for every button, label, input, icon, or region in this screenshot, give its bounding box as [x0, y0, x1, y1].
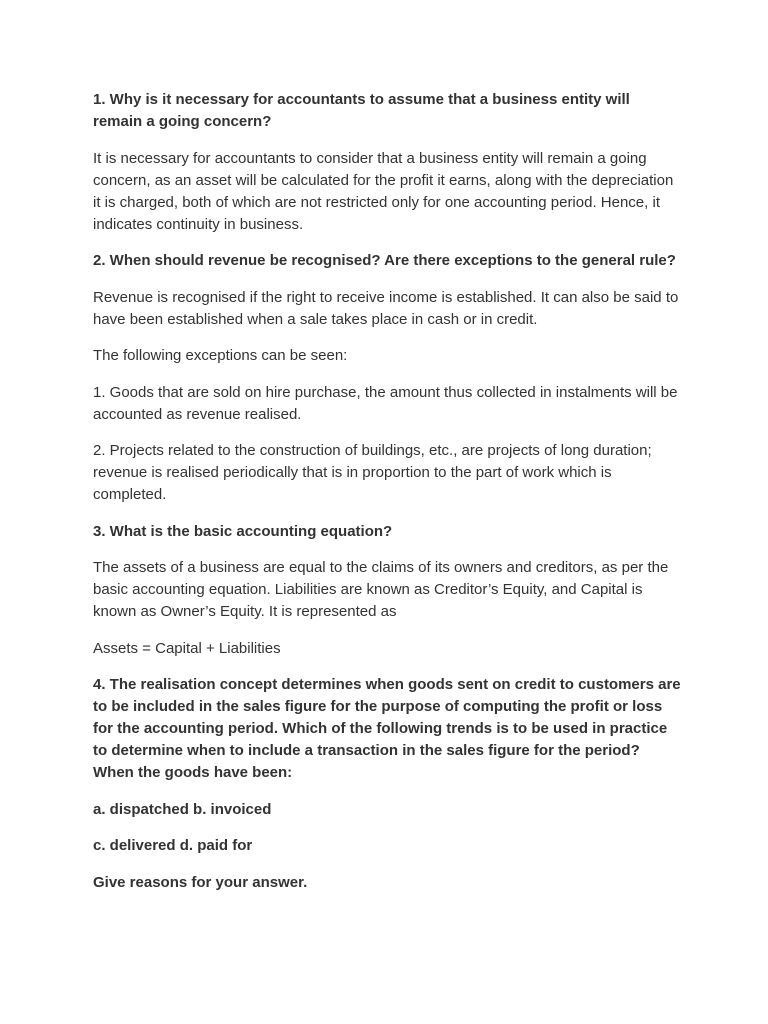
options-c-d: c. delivered d. paid for: [93, 837, 253, 854]
exception-2: 2. Projects related to the construction of buildings, etc., are projects of long duration; revenue is realised periodically that is in proportion to the part of work which is completed.: [93, 442, 652, 503]
accounting-equation: Assets = Capital + Liabilities: [93, 639, 281, 657]
answer-1: It is necessary for accountants to consider that a business entity will remain a going concern, as an asset will be calculated for the profit it earns, along with the depreciation it is charged, both of which are not restricted only for one accounting period. Hence, it indicates continuity in business.: [93, 149, 674, 233]
document-page: [93, 89, 683, 908]
reasons-prompt: Give reasons for your answer.: [93, 873, 308, 891]
question-2: 2. When should revenue be recognised? Are there exceptions to the general rule?: [93, 252, 676, 269]
options-a-b: a. dispatched b. invoiced: [93, 800, 272, 818]
exception-1: 1. Goods that are sold on hire purchase, the amount thus collected in instalments will be accounted as revenue realised.: [93, 383, 678, 423]
answer-2: Revenue is recognised if the right to receive income is established. It can also be said to have been established when a sale takes place in cash or in credit.: [93, 288, 679, 328]
question-4: 4. The realisation concept determines when goods sent on credit to customers are to be included in the sales figure for the purpose of computing the profit or loss for the accounting period. Which of the following trends is to be used in practice to determine when to include a transaction in the sales figure for the period? When the goods have been:: [93, 676, 681, 781]
question-1: 1. Why is it necessary for accountants to assume that a business entity will remain a going concern?: [93, 91, 630, 130]
answer-3: The assets of a business are equal to the claims of its owners and creditors, as per the basic accounting equation. Liabilities are known as Creditor’s Equity, and Capital is known as Owner’s Equity. It is represented as: [93, 559, 669, 620]
question-3: 3. What is the basic accounting equation?: [93, 522, 393, 540]
exceptions-intro: The following exceptions can be seen:: [93, 347, 348, 364]
